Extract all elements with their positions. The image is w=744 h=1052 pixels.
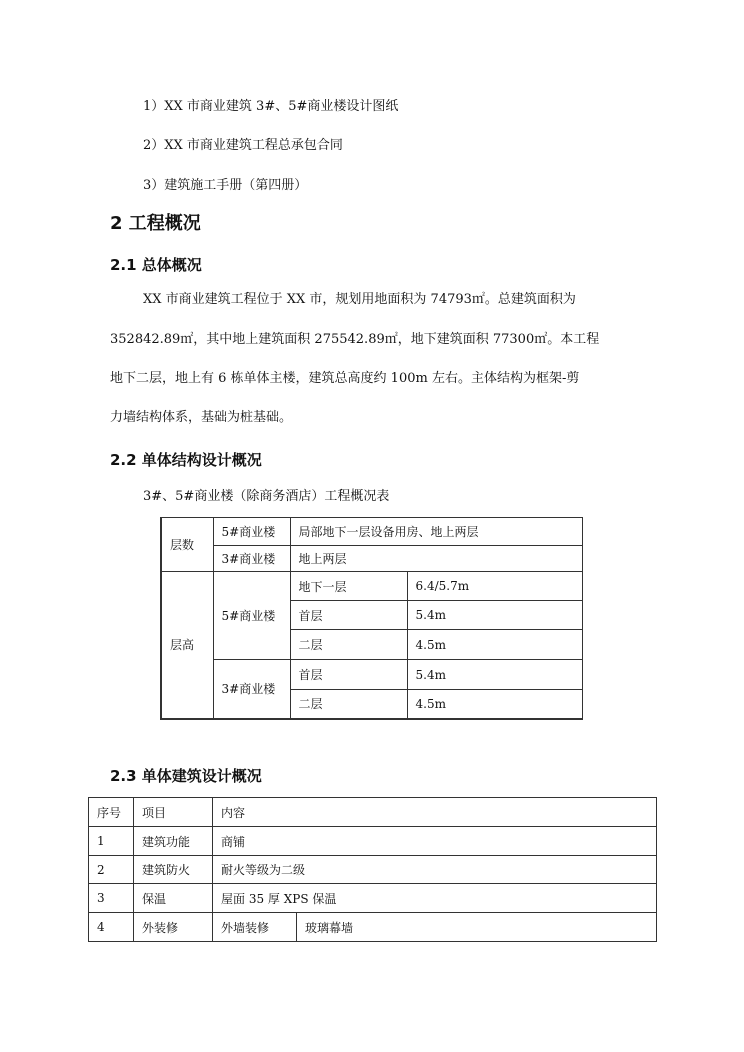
reference-item: 3）建筑施工手册（第四册） bbox=[143, 178, 308, 193]
table-cell: 层高 bbox=[161, 572, 213, 719]
table-cell: 屋面 35 厚 XPS 保温 bbox=[213, 884, 657, 913]
table-row bbox=[89, 856, 657, 884]
table-row bbox=[89, 884, 657, 913]
paragraph-line: 地下二层，地上有 6 栋单体主楼，建筑总高度约 100m 左右。主体结构为框架-剪 bbox=[110, 371, 580, 386]
table-cell: 3#商业楼 bbox=[213, 660, 290, 719]
table-header-cell: 序号 bbox=[89, 798, 134, 827]
table-cell: 2 bbox=[89, 856, 134, 884]
table-cell: 层数 bbox=[161, 518, 213, 572]
table-cell: 玻璃幕墙 bbox=[297, 913, 657, 942]
paragraph-line: XX 市商业建筑工程位于 XX 市，规划用地面积为 74793㎡。总建筑面积为 bbox=[143, 292, 576, 307]
subsection-heading: 2.1 总体概况 bbox=[110, 256, 202, 274]
table-cell: 6.4/5.7m bbox=[407, 572, 583, 601]
paragraph-line: 力墙结构体系，基础为桩基础。 bbox=[110, 410, 293, 425]
structure-table bbox=[160, 517, 583, 720]
table-cell: 地下一层 bbox=[290, 572, 407, 601]
table-row bbox=[89, 827, 657, 856]
paragraph-line: 352842.89㎡，其中地上建筑面积 275542.89㎡，地下建筑面积 77300㎡。本工程 bbox=[110, 332, 600, 347]
table-cell: 建筑功能 bbox=[134, 827, 213, 856]
table-cell: 首层 bbox=[290, 660, 407, 690]
table-cell: 局部地下一层设备用房、地上两层 bbox=[290, 518, 583, 546]
table-cell: 3 bbox=[89, 884, 134, 913]
table-cell: 二层 bbox=[290, 630, 407, 660]
table-cell: 建筑防火 bbox=[134, 856, 213, 884]
table-header-cell: 项目 bbox=[134, 798, 213, 827]
subsection-heading: 2.2 单体结构设计概况 bbox=[110, 451, 262, 469]
table-header-cell: 内容 bbox=[213, 798, 657, 827]
table-caption: 3#、5#商业楼（除商务酒店）工程概况表 bbox=[143, 489, 390, 504]
table-cell: 耐火等级为二级 bbox=[213, 856, 657, 884]
table-cell: 1 bbox=[89, 827, 134, 856]
table-cell: 保温 bbox=[134, 884, 213, 913]
table-row bbox=[89, 913, 657, 942]
table-cell: 5.4m bbox=[407, 601, 583, 630]
table-cell: 商铺 bbox=[213, 827, 657, 856]
table-cell: 外墙装修 bbox=[213, 913, 297, 942]
reference-item: 1）XX 市商业建筑 3#、5#商业楼设计图纸 bbox=[143, 99, 399, 114]
table-cell: 4.5m bbox=[407, 690, 583, 719]
table-cell: 地上两层 bbox=[290, 546, 583, 572]
table-cell: 5#商业楼 bbox=[213, 572, 290, 660]
table-cell: 首层 bbox=[290, 601, 407, 630]
table-cell: 5#商业楼 bbox=[213, 518, 290, 546]
table-cell: 外装修 bbox=[134, 913, 213, 942]
reference-item: 2）XX 市商业建筑工程总承包合同 bbox=[143, 138, 343, 153]
subsection-heading: 2.3 单体建筑设计概况 bbox=[110, 767, 262, 785]
table-cell: 4.5m bbox=[407, 630, 583, 660]
table-cell: 3#商业楼 bbox=[213, 546, 290, 572]
table-cell: 二层 bbox=[290, 690, 407, 719]
section-heading: 2 工程概况 bbox=[110, 213, 201, 234]
architecture-table bbox=[88, 797, 657, 942]
table-cell: 4 bbox=[89, 913, 134, 942]
table-cell: 5.4m bbox=[407, 660, 583, 690]
